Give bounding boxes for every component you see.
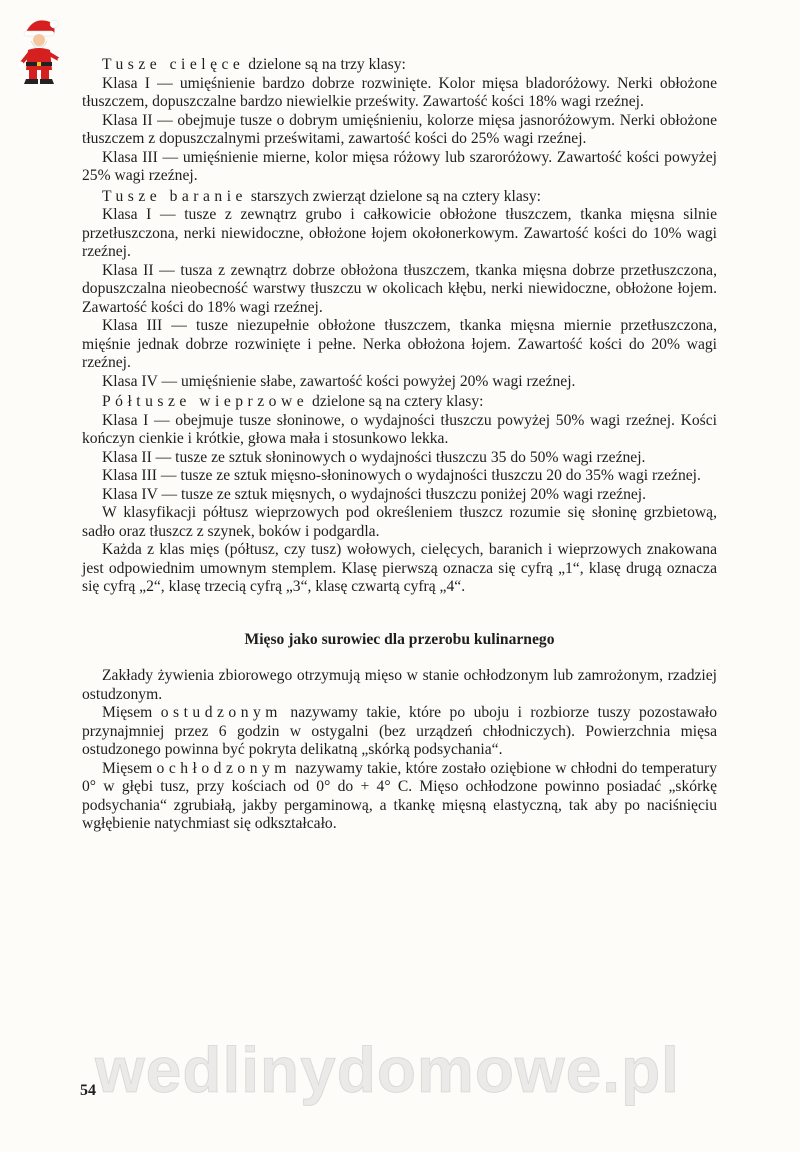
paragraph: Zakłady żywienia zbiorowego otrzymują mięso w stanie ochłodzonym lub zamrożonym, rzadziej ostudzonym. <box>82 667 717 703</box>
paragraph <box>82 704 717 760</box>
paragraph-text: starszych zwierząt dzielone są na cztery klasy: <box>246 187 541 205</box>
paragraph: Klasa I — umięśnienie bardzo dobrze rozwinięte. Kolor mięsa bladoróżowy. Nerki obłożone tłuszczem, dopuszczalne bardzo niewielkie prześwity. Zawartość kości 18% wagi rzeźnej. <box>82 74 717 110</box>
paragraph: Klasa III — tusze niezupełnie obłożone tłuszczem, tkanka mięsna miernie przetłuszczona, mięśnie jednak dobrze rozwinięte i pełne. Nerka obłożona łojem. Zawartość kości do 20% wagi rzeźnej. <box>82 317 717 371</box>
paragraph: Klasa III — tusze ze sztuk mięsno-słoninowych o wydajności tłuszczu 20 do 35% wagi rzeźnej. <box>102 467 701 484</box>
paragraph <box>82 56 717 75</box>
paragraph: W klasyfikacji półtusz wieprzowych pod określeniem tłuszcz rozumie się słoninę grzbietową, sadło oraz tłuszcz z szynek, boków i podgardla. <box>82 504 717 540</box>
paragraph <box>82 393 717 412</box>
paragraph: Klasa I — obejmuje tusze słoninowe, o wydajności tłuszczu powyżej 50% wagi rzeźnej. Kości kończyn cienkie i krótkie, głowa mała i stosunkowo lekka. <box>82 411 717 447</box>
paragraph: Klasa IV — umięśnienie słabe, zawartość kości powyżej 20% wagi rzeźnej. <box>102 372 576 390</box>
paragraph <box>82 760 717 834</box>
paragraph-lead: ostudzonym <box>160 704 282 721</box>
paragraph: Klasa II — tusze ze sztuk słoninowych o wydajności tłuszczu 35 do 50% wagi rzeźnej. <box>102 448 646 466</box>
paragraph: Każda z klas mięs (półtusz, czy tusz) wołowych, cielęcych, baranich i wieprzowych znakowana jest odpowiednim umownym stemplem. Klasę pierwszą oznacza się cyfrą „1“, klasę drugą oznacza się cyfrą „2“, klasę trzecią cyfrą „3“, klasę czwartą cyfrą „4“. <box>82 541 717 595</box>
page-text <box>82 56 717 834</box>
paragraph-lead: Tusze baranie <box>102 187 247 205</box>
page-number: 54 <box>80 1082 96 1099</box>
paragraph-lead: ochłodzonym <box>156 759 291 777</box>
paragraph: Klasa II — tusza z zewnątrz dobrze obłożona tłuszczem, tkanka mięsna dobrze przetłuszczona, dopuszczalna nieobecność warstwy tłuszczu w okolicach kłębu, nerki niewidoczne, obłożone łojem. Zawartość kości do 18% wagi rzeźnej. <box>82 261 717 316</box>
paragraph-prefix: Mięsem <box>102 704 161 721</box>
paragraph: Klasa I — tusze z zewnątrz grubo i całkowicie obłożone tłuszczem, tkanka mięsna silnie przetłuszczona, nerki niewidoczne, obłożone łojem okołonerkowym. Zawartość kości do 10% wagi rzeźnej. <box>82 206 717 260</box>
paragraph-text: nazywamy takie, które zostało oziębione w chłodni do temperatury 0° w głębi tusz, przy kościach od 0° do + 4° C. Mięso ochłodzone powinno posiadać „skórkę podsychania“ zgrubiałą, jakby pergaminową, a tkankę mięsną elastyczną, tak aby po naciśnięciu wgłębienie natychmiast się odkształcało. <box>82 759 718 832</box>
paragraph: Klasa IV — tusze ze sztuk mięsnych, o wydajności tłuszczu poniżej 20% wagi rzeźnej. <box>102 485 647 503</box>
watermark: wedlinydomowe.pl <box>95 1034 680 1106</box>
paragraph-text: dzielone są na cztery klasy: <box>308 393 484 410</box>
section-heading: Mięso jako surowiec dla przerobu kulinarnego <box>244 630 555 648</box>
paragraph-prefix: Mięsem <box>102 759 157 777</box>
paragraph <box>82 188 717 207</box>
paragraph: Klasa III — umięśnienie mierne, kolor mięsa różowy lub szaroróżowy. Zawartość kości powyżej 25% wagi rzeźnej. <box>82 148 717 184</box>
paragraph-text: dzielone są na trzy klasy: <box>244 56 406 73</box>
paragraph-lead: Półtusze wieprzowe <box>102 393 309 410</box>
paragraph-text: nazywamy takie, które po uboju i rozbiorze tuszy pozostawało przynajmniej przez 6 godzin w ostygalni (bez urządzeń chłodniczych). Powierzchnia mięsa ostudzonego powinna być pokryta delikatną „skórką podsychania“. <box>82 704 717 758</box>
santa-claus-icon <box>14 14 66 86</box>
paragraph-lead: Tusze cielęce <box>102 56 245 73</box>
paragraph: Klasa II — obejmuje tusze o dobrym umięśnieniu, kolorze mięsa jasnoróżowym. Nerki obłożone tłuszczem z dopuszczalnymi prześwitami, zawartość kości do 25% wagi rzeźnej. <box>82 111 717 147</box>
